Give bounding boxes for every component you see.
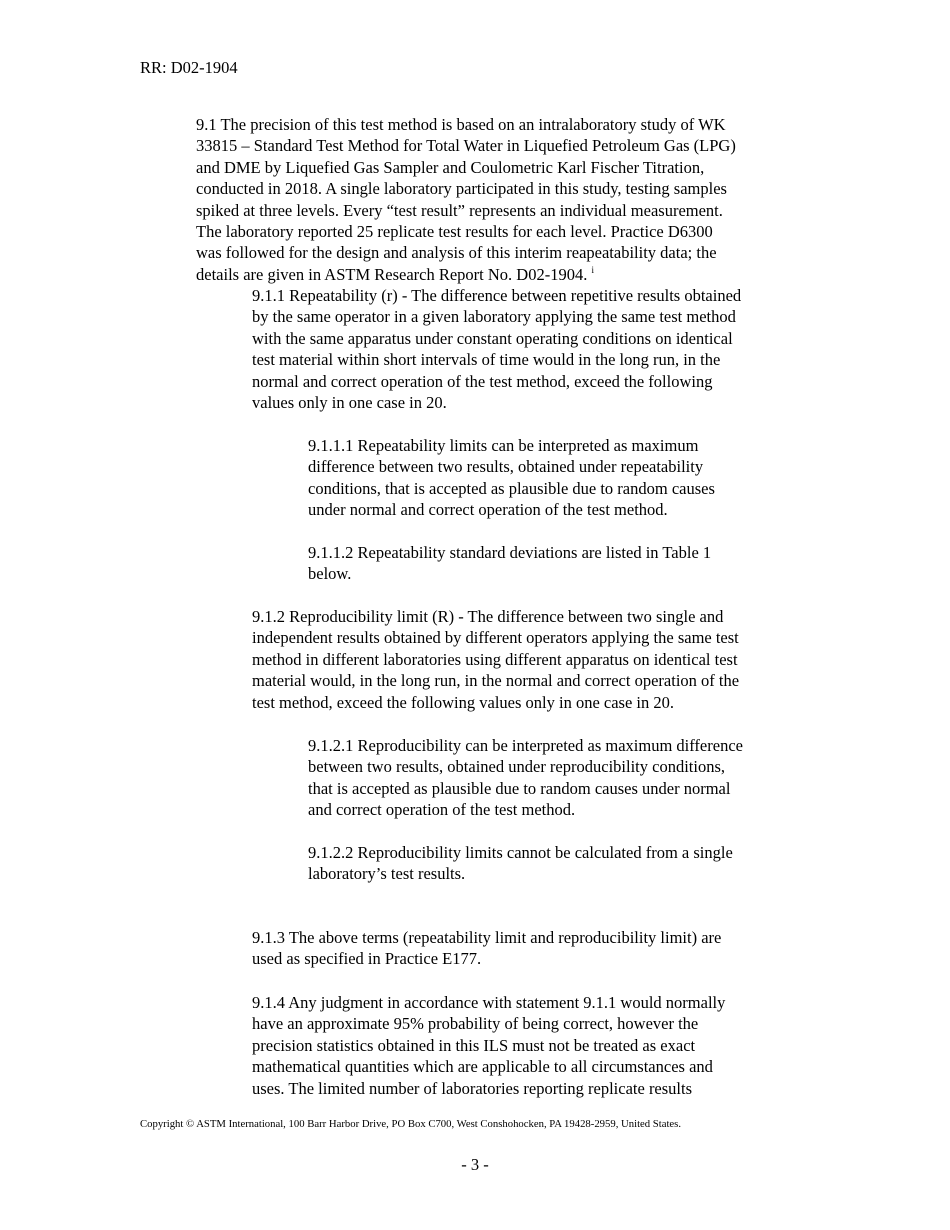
paragraph-line: conditions, that is accepted as plausible due to random causes <box>308 478 715 498</box>
paragraph-line: test material within short intervals of time would in the long run, in the <box>252 350 721 370</box>
paragraph-line: 33815 – Standard Test Method for Total Water in Liquefied Petroleum Gas (LPG) <box>196 136 736 156</box>
paragraph-line: uses. The limited number of laboratories reporting replicate results <box>252 1078 693 1098</box>
paragraph-9-1 <box>196 114 736 285</box>
paragraph-line: 9.1.4 Any judgment in accordance with statement 9.1.1 would normally <box>252 993 726 1012</box>
paragraph-line: laboratory’s test results. <box>308 864 466 884</box>
paragraph-line: between two results, obtained under reproducibility conditions, <box>308 757 725 777</box>
paragraph-line: with the same apparatus under constant operating conditions on identical <box>252 328 733 348</box>
paragraph-line: test method, exceed the following values only in one case in 20. <box>252 692 675 712</box>
page-number: - 3 - <box>461 1155 489 1174</box>
paragraph-line: 9.1 The precision of this test method is based on an intralaboratory study of WK <box>196 115 726 134</box>
paragraph-line: below. <box>308 564 352 584</box>
paragraph-9-1-2-1 <box>308 735 743 821</box>
paragraph-line: precision statistics obtained in this ILS must not be treated as exact <box>252 1035 696 1055</box>
paragraph-line: spiked at three levels. Every “test result” represents an individual measurement. <box>196 200 723 220</box>
paragraph-line: used as specified in Practice E177. <box>252 949 482 969</box>
paragraph-9-1-1 <box>252 285 741 413</box>
report-header <box>140 57 238 79</box>
paragraph-line: that is accepted as plausible due to random causes under normal <box>308 778 731 798</box>
paragraph-9-1-2-2 <box>308 842 733 885</box>
paragraph-line: under normal and correct operation of the test method. <box>308 500 668 520</box>
paragraph-9-1-2 <box>252 606 739 713</box>
paragraph-line: 9.1.1.2 Repeatability standard deviations are listed in Table 1 <box>308 543 712 562</box>
paragraph-line: have an approximate 95% probability of being correct, however the <box>252 1014 699 1034</box>
paragraph-line: method in different laboratories using different apparatus on identical test <box>252 649 738 669</box>
paragraph-9-1-3 <box>252 927 721 970</box>
paragraph-line: details are given in ASTM Research Report No. D02-1904. <box>196 264 592 284</box>
paragraph-line: values only in one case in 20. <box>252 393 447 413</box>
paragraph-line: and DME by Liquefied Gas Sampler and Coulometric Karl Fischer Titration, <box>196 157 705 177</box>
report-id: D02-1904 <box>170 58 238 77</box>
paragraph-line: normal and correct operation of the test method, exceed the following <box>252 371 713 391</box>
paragraph-line: 9.1.2.1 Reproducibility can be interpreted as maximum difference <box>308 736 743 755</box>
paragraph-line: material would, in the long run, in the normal and correct operation of the <box>252 671 740 691</box>
paragraph-line: difference between two results, obtained under repeatability <box>308 457 704 477</box>
paragraph-line: 9.1.1 Repeatability (r) - The difference between repetitive results obtained <box>252 286 742 305</box>
paragraph-line: was followed for the design and analysis of this interim reapeatability data; the <box>196 243 717 263</box>
paragraph-9-1-1-1 <box>308 435 715 521</box>
paragraph-line: and correct operation of the test method. <box>308 800 576 820</box>
paragraph-line: by the same operator in a given laboratory applying the same test method <box>252 307 736 327</box>
paragraph-line: 9.1.3 The above terms (repeatability limit and reproducibility limit) are <box>252 928 722 947</box>
paragraph-line: independent results obtained by different operators applying the same test <box>252 628 739 648</box>
paragraph-line: mathematical quantities which are applicable to all circumstances and <box>252 1057 713 1077</box>
paragraph-line: 9.1.2 Reproducibility limit (R) - The difference between two single and <box>252 607 724 626</box>
paragraph-line: 9.1.2.2 Reproducibility limits cannot be calculated from a single <box>308 843 733 862</box>
paragraph-line: 9.1.1.1 Repeatability limits can be interpreted as maximum <box>308 436 699 455</box>
report-label: RR: <box>140 58 167 77</box>
copyright-footer: Copyright © ASTM International, 100 Barr Harbor Drive, PO Box C700, West Conshohocken, PA 19428-2959, United States. <box>140 1118 682 1130</box>
paragraph-line-with-footnote <box>196 264 736 285</box>
paragraph-line: The laboratory reported 25 replicate test results for each level. Practice D6300 <box>196 222 713 242</box>
paragraph-9-1-1-2 <box>308 542 711 585</box>
paragraph-9-1-4 <box>252 992 725 1099</box>
footnote-marker[interactable]: i <box>591 264 594 275</box>
paragraph-line: conducted in 2018. A single laboratory participated in this study, testing samples <box>196 179 727 199</box>
